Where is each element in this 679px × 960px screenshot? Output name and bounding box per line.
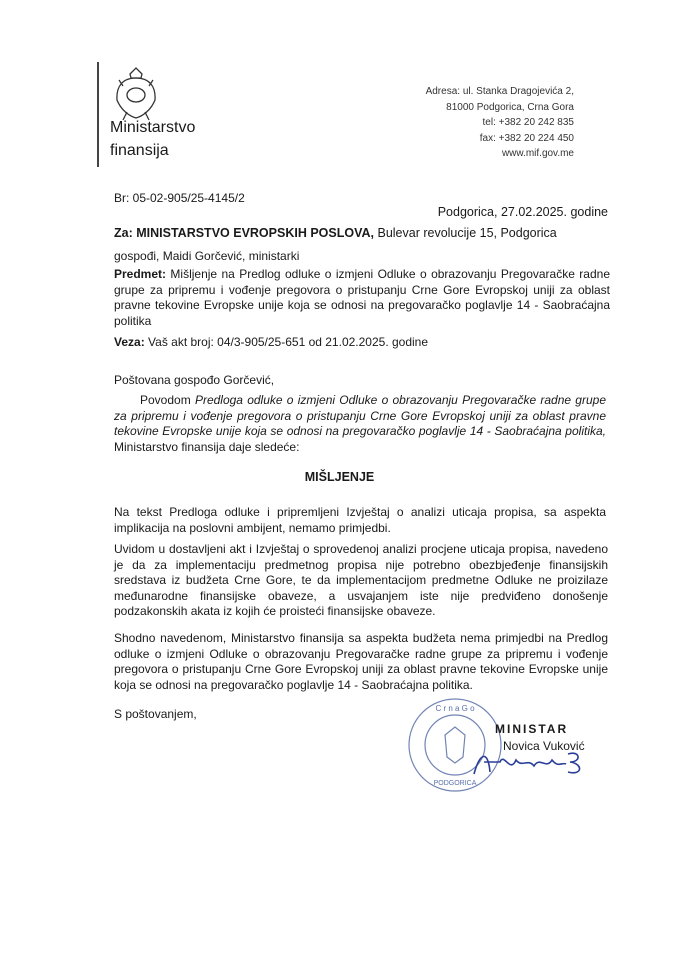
- official-stamp: [405, 695, 505, 795]
- recipient-person: gospođi, Maidi Gorčević, ministarki: [114, 249, 300, 263]
- paragraph: Na tekst Predloga odluke i pripremljeni Izvještaj o analizi uticaja propisa, sa aspekta implikacija na poslovni ambijent, nemamo primjedbi.: [114, 505, 606, 535]
- ministry-name: Ministarstvo: [110, 119, 196, 136]
- recipient: [114, 226, 557, 242]
- phone: tel: +382 20 242 835: [482, 117, 574, 128]
- reference-label: Veza:: [114, 335, 145, 349]
- website: www.mif.gov.me: [501, 148, 574, 159]
- reference-number: Br: 05-02-905/25-4145/2: [114, 191, 245, 205]
- signatory-title: MINISTAR: [495, 722, 569, 736]
- intro-suffix: Ministarstvo finansija daje sledeće:: [114, 439, 300, 454]
- signature: [470, 748, 590, 778]
- subject-text: Mišljenje na Predlog odluke o izmjeni Odluke o obrazovanju Pregovaračke radne grupe za pripremu i vođenje pregovora o pristupanju Crne Gore Evropskoj uniji za oblast pravne tekovine Evropske unije koja se odnosi na pregovaračko poglavlje 14 - Saobraćajna politika: [114, 267, 610, 328]
- recipient-label: Za:: [114, 226, 133, 240]
- paragraph: Uvidom u dostavljeni akt i Izvještaj o sprovedenoj analizi procjene uticaja propisa, navedeno je da za implementaciju predmetnog propisa nije potrebno obezbjeđenje finansijskih sredstava iz budžeta Crne Gore, te da implementacijom predmetne Odluke ne proizilaze međunarodne finansijske obaveze, a usvajanjem iste nije predviđeno donošenje podzakonskih akata iz kojih će proisteći finansijske obaveze.: [114, 542, 608, 618]
- intro-italic: Predloga odluke o izmjeni Odluke o obrazovanju Pregovaračke radne grupe za pripremu i vođenje pregovora o pristupanju Crne Gore Evropskoj uniji za oblast pravne tekovine Evropske unije koja se odnosi na pregovaračko poglavlje 14 - Saobraćajna politika,: [114, 393, 606, 438]
- svg-text:C r n a G o: C r n a G o: [435, 704, 475, 713]
- ministry-name-line2: finansija: [110, 142, 169, 159]
- svg-text:PODGORICA: PODGORICA: [433, 780, 477, 787]
- fax: fax: +382 20 224 450: [479, 132, 574, 144]
- opinion-heading: MIŠLJENJE: [304, 470, 375, 484]
- closing: S poštovanjem,: [114, 707, 197, 721]
- address-line: 81000 Podgorica, Crna Gora: [446, 101, 574, 113]
- recipient-org: MINISTARSTVO EVROPSKIH POSLOVA,: [136, 226, 374, 240]
- recipient-address: Bulevar revolucije 15, Podgorica: [377, 226, 557, 240]
- coat-of-arms-icon: [113, 66, 159, 122]
- letterhead-divider: [97, 62, 99, 167]
- reference-text: Vaš akt broj: 04/3-905/25-651 od 21.02.2025. godine: [148, 335, 429, 349]
- letter-date: Podgorica, 27.02.2025. godine: [437, 205, 608, 219]
- address-line: Adresa: ul. Stanka Dragojevića 2,: [425, 86, 574, 97]
- intro-prefix: Povodom: [140, 393, 195, 407]
- paragraph: Shodno navedenom, Ministarstvo finansija sa aspekta budžeta nema primjedbi na Predlog odluke o izmjeni Odluke o obrazovanju Pregovaračke radne grupe za pripremu i vođenje pregovora o pristupanju Crne Gore Evropskoj uniji za oblast pravne tekovine Evropske unije koja se odnosi na pregovaračko poglavlje 14 - Saobraćajna politika.: [114, 631, 608, 692]
- subject: [114, 267, 610, 329]
- letterhead-address: [380, 84, 574, 162]
- reference: [114, 335, 428, 351]
- salutation: Poštovana gospođo Gorčević,: [114, 373, 275, 387]
- signatory-name: Novica Vuković: [503, 739, 585, 753]
- subject-label: Predmet:: [114, 267, 167, 281]
- intro-paragraph: [114, 393, 606, 455]
